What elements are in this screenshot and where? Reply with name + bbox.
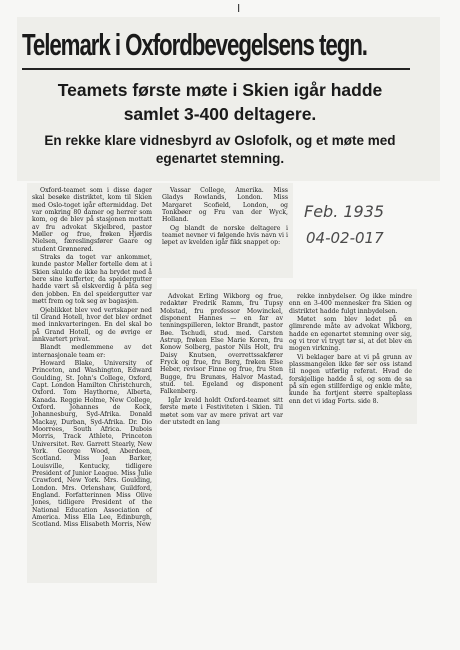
paragraph: Blandt medlemmene av det internasjonale team er: [32,344,152,359]
article-column-a [27,183,157,583]
article-column-c [155,289,417,424]
paragraph: Oxford-teamet som i disse dager skal besøke distriktet, kom til Skien med Oslo-toget igår eftermiddag. Det var omkring 80 damer og herrer som kom, og de blev på stasjonen mottatt av fru advokat Skjelbred, pastor Møller og frue, frøken Hjørdis Nielsen, færeslingsfører Gaare og student Grønnerød. [32,187,152,253]
headline-rule [22,68,410,70]
paragraph: rekke innbydelser. Og ikke mindre enn en 3-400 mennesker fra Skien og distriktet hadde fulgt innbydelsen. [289,293,412,315]
paragraph: Møtet som blev ledet på en glimrende måte av advokat Wikborg, hadde en egenartet stemning over sig, og vi tror vi trygt tør si, at det blev en mogen virkning. [289,316,412,353]
subheadline-1: Teamets første møte i Skien igår hadde samlet 3-400 deltagere. [57,80,383,124]
paragraph: Ojeblikket blev ved vertskaper ned til Grand Hotell, hvor det blev ordnet med innkvarteringen. En del skal bo på Grand Hotell, og de øvrige er innkvartert privat. [32,306,152,343]
headline: Telemark i Oxfordbevegelsens tegn. [22,27,367,62]
page-mark: I [237,2,241,15]
paragraph: Howard Blake, University of Princeton, and Washington, Edward Goulding, St. John's College, Oxford, Capt. London Hamilton Christchurch, Oxford. Tom Haythorne, Alberta, Kanada. Reggie Holme, New College, Oxford. Johannes de Kock, Johannesburg, Syd-Afrika. Donald Mackay, Durban, Syd-Afrika. Dr. Dio Moorrees, South Africa. Dubois Morris, Track Athlete, Princeton Universitet. Rev. Garrett Stearly, New York. George Wood, Aberdeen, Scotland. Miss Jean Barker, Louisville, Kentucky, tidligere President of Junior League. Miss Julie Crawford, New York. Mrs. Goulding, London. Mrs. Orlenshaw, Guildford, England. Forfatterinnen Miss Olive Jones, tidligere President of the National Education Association of America. Miss Ella Lee, Edinburgh, Scotland. Miss Elisabeth Morris, New [32,359,152,529]
paragraph: Og blandt de norske deltagere i teamet nevner vi følgende hvis navn vi i løpet av kvelden igår fikk snappet op: [162,224,288,247]
subheadline-2: En rekke klare vidnesbyrd av Oslofolk, og et møte med egenartet stemning. [44,133,396,166]
handwritten-date-1: Feb. 1935 [304,202,385,221]
article-column-c-left [160,293,283,426]
paragraph: Advokat Erling Wikborg og frue, redaktør Fredrik Ramm, fru Tupsy Molstad, fru professor Mowinckel, disponent Hannes — en far av tenningspilleren, lektor Brandt, pastor Bøe. Tschudi, stud. med. Carsten Astrup, frøken Else Marie Koren, fru Konow Solberg, pastor Nils Holt, fru Daisy Knutsen, overrettssakfører Fryck og frue, fru Berg, frøken Else Heber, revisor Finne og frue, fru Sten Bugge, fru Brunæs, Halvor Mastad, stud. tel. Egeland og disponent Falkenberg. [160,293,283,396]
handwritten-date-2: 04-02-017 [306,229,384,247]
paragraph: Vi beklager bare at vi på grunn av plassmangelen ikke før ser oss istand til nogen utførlig referat. Hvad de forskjellige hadde å si, og som de sa på sin egen stillferdige og enkle måte, kunde ha fortjent større spalteplass enn det vi idag Forts. side 8. [289,353,412,405]
paragraph: Straks da toget var ankommet, kunde pastor Møller fortelle dem at i Skien skulde de ikke ha brydet med å bere sine kufferter, da speidergutter hadde vært så elskverdig å påta seg den jobben. En del speidergutter var møtt frem og tok seg av bagasjen. [32,254,152,306]
paragraph: Vassar College, Amerika. Miss Gladys Rowlands, London. Miss Margaret Scofield, London, og Tonkbøer og Fru van der Wyck, Holland. [162,187,288,224]
paragraph: Igår kveld holdt Oxford-teamet sitt første møte i Festiviteten i Skien. Til møtet som var av mere privat art var der utstedt en lang [160,396,283,426]
article-column-c-right [289,293,412,420]
article-column-b [157,183,293,278]
